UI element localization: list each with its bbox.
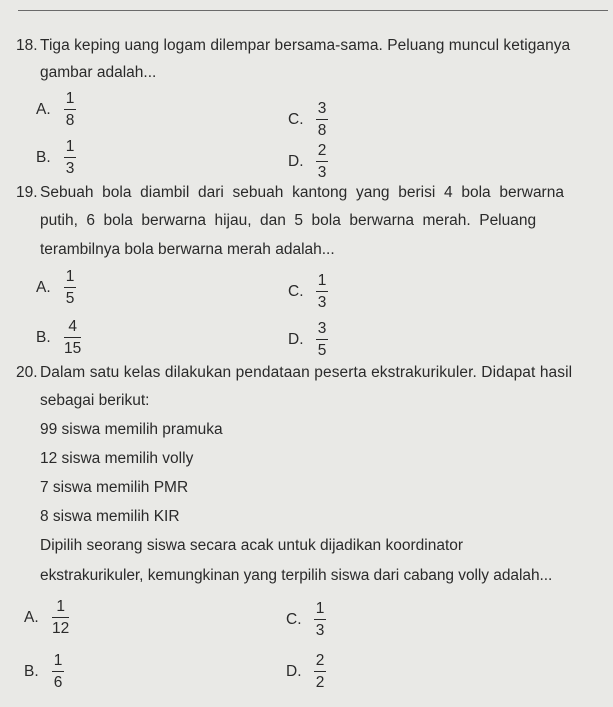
fraction-bar — [52, 617, 69, 618]
question-text-line: Dipilih seorang siswa secara acak untuk dijadikan koordinator — [40, 537, 464, 554]
option-letter: C. — [288, 282, 304, 300]
question-text-line: ekstrakurikuler, kemungkinan yang terpilih siswa dari cabang volly adalah... — [40, 567, 553, 584]
option-d[interactable] — [288, 142, 328, 181]
option-letter: A. — [24, 608, 39, 626]
fraction — [64, 268, 76, 307]
data-line: 8 siswa memilih KIR — [40, 508, 180, 525]
fraction-bar — [52, 671, 64, 672]
fraction — [316, 272, 328, 311]
top-rule — [18, 10, 608, 11]
denominator: 8 — [65, 112, 75, 129]
fraction — [52, 652, 64, 691]
fraction — [64, 90, 76, 129]
denominator: 5 — [317, 342, 327, 359]
fraction-bar — [64, 287, 76, 288]
question-text-line: gambar adalah... — [40, 64, 157, 81]
question-number: 19. — [16, 184, 38, 201]
denominator: 3 — [317, 294, 327, 311]
option-c[interactable] — [286, 600, 326, 639]
option-b[interactable] — [24, 652, 64, 691]
numerator: 2 — [315, 652, 325, 669]
option-letter: B. — [36, 328, 51, 346]
fraction — [316, 100, 328, 139]
fraction-bar — [64, 109, 76, 110]
numerator: 1 — [65, 138, 75, 155]
numerator: 3 — [317, 320, 327, 337]
option-letter: B. — [36, 148, 51, 166]
numerator: 1 — [317, 272, 327, 289]
numerator: 3 — [317, 100, 327, 117]
fraction — [52, 598, 69, 637]
option-letter: D. — [288, 152, 304, 170]
fraction-bar — [316, 291, 328, 292]
numerator: 1 — [56, 598, 65, 615]
option-a[interactable] — [36, 90, 76, 129]
denominator: 3 — [317, 164, 327, 181]
numerator: 1 — [53, 652, 63, 669]
question-text-line: Tiga keping uang logam dilempar bersama-sama. Peluang muncul ketiganya — [40, 37, 571, 54]
question-text-line: Sebuah bola diambil dari sebuah kantong yang berisi 4 bola berwarna — [40, 184, 564, 201]
option-letter: C. — [286, 610, 302, 628]
question-text-line: terambilnya bola berwarna merah adalah... — [40, 241, 335, 258]
fraction-bar — [314, 619, 326, 620]
denominator: 3 — [315, 622, 325, 639]
option-c[interactable] — [288, 272, 328, 311]
question-text-line: Dalam satu kelas dilakukan pendataan peserta ekstrakurikuler. Didapat hasil — [40, 364, 573, 381]
option-b[interactable] — [36, 318, 81, 357]
denominator: 15 — [64, 340, 82, 357]
denominator: 5 — [65, 290, 75, 307]
option-letter: B. — [24, 662, 39, 680]
question-number: 20. — [16, 364, 38, 381]
fraction-bar — [316, 161, 328, 162]
denominator: 8 — [317, 122, 327, 139]
option-a[interactable] — [24, 598, 69, 637]
denominator: 2 — [315, 674, 325, 691]
numerator: 4 — [68, 318, 77, 335]
numerator: 2 — [317, 142, 327, 159]
fraction-bar — [64, 157, 76, 158]
numerator: 1 — [65, 90, 75, 107]
denominator: 12 — [52, 620, 70, 637]
option-d[interactable] — [286, 652, 326, 691]
fraction-bar — [314, 671, 326, 672]
option-letter: A. — [36, 278, 51, 296]
fraction — [316, 142, 328, 181]
option-letter: D. — [288, 330, 304, 348]
option-b[interactable] — [36, 138, 76, 177]
fraction — [314, 600, 326, 639]
option-letter: A. — [36, 100, 51, 118]
fraction-bar — [316, 339, 328, 340]
data-line: 7 siswa memilih PMR — [40, 479, 189, 496]
data-line: 12 siswa memilih volly — [40, 450, 194, 467]
fraction — [316, 320, 328, 359]
fraction-bar — [316, 119, 328, 120]
fraction — [314, 652, 326, 691]
option-a[interactable] — [36, 268, 76, 307]
fraction — [64, 138, 76, 177]
option-d[interactable] — [288, 320, 328, 359]
question-number: 18. — [16, 37, 38, 54]
option-letter: D. — [286, 662, 302, 680]
question-text-line: sebagai berikut: — [40, 392, 150, 409]
denominator: 6 — [53, 674, 63, 691]
numerator: 1 — [65, 268, 75, 285]
option-letter: C. — [288, 110, 304, 128]
fraction — [64, 318, 81, 357]
data-line: 99 siswa memilih pramuka — [40, 421, 223, 438]
denominator: 3 — [65, 160, 75, 177]
option-c[interactable] — [288, 100, 328, 139]
fraction-bar — [64, 337, 81, 338]
numerator: 1 — [315, 600, 325, 617]
question-text-line: putih, 6 bola berwarna hijau, dan 5 bola berwarna merah. Peluang — [40, 212, 537, 229]
